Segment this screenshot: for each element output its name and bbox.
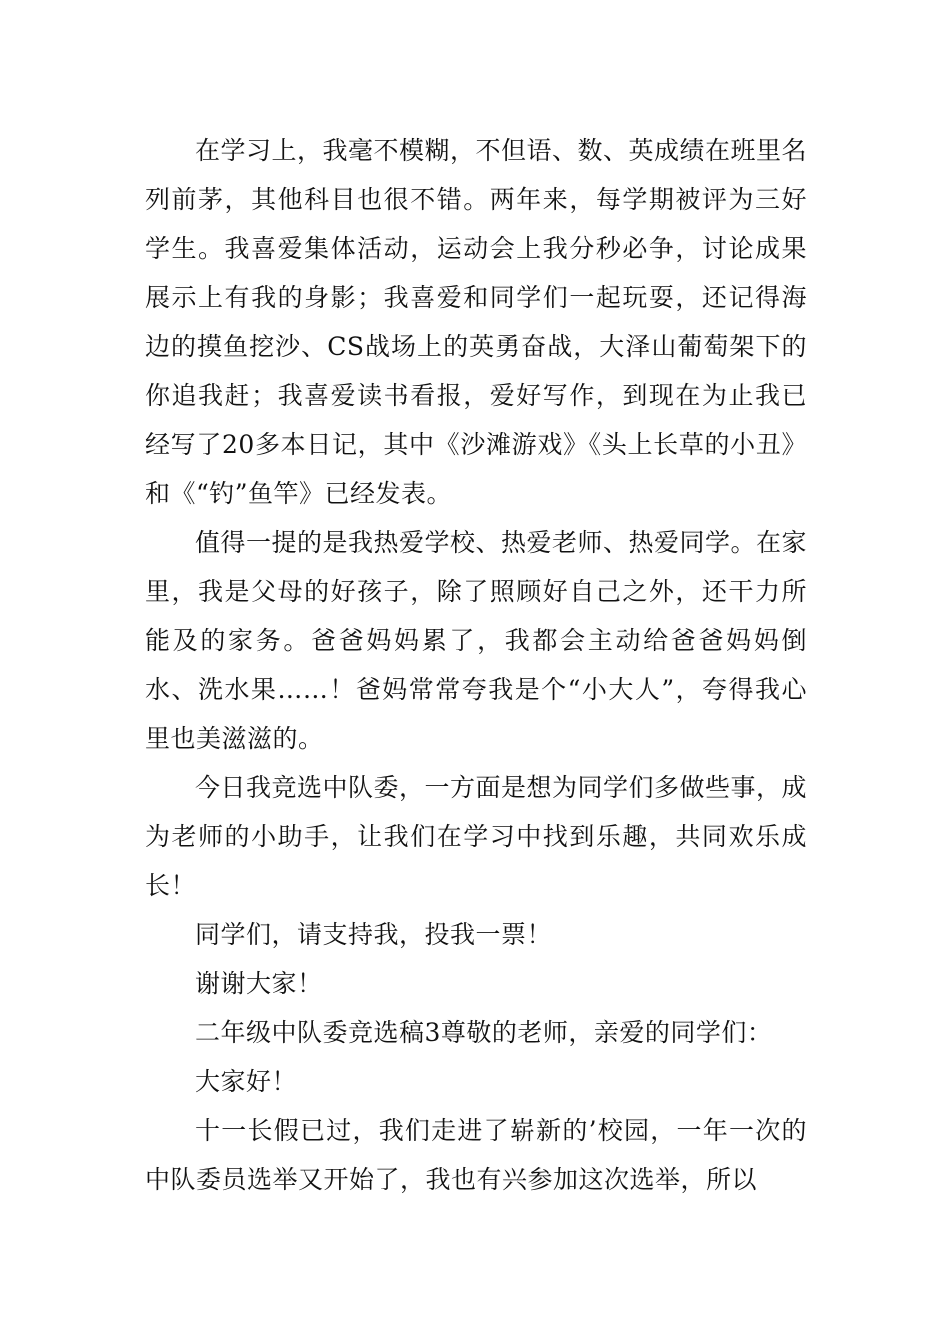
paragraph-family: 值得一提的是我热爱学校、热爱老师、热爱同学。在家里，我是父母的好孩子，除了照顾好自己之外，还干力所能及的家务。爸爸妈妈累了，我都会主动给爸爸妈妈倒水、洗水果……！爸妈常常夸我是个“小大人”，夸得我心里也美滋滋的。: [145, 528, 808, 753]
paragraph-thanks: 谢谢大家！: [195, 969, 323, 998]
paragraph-greeting: 大家好！: [195, 1067, 298, 1096]
paragraph-vote-request: 同学们，请支持我，投我一票！: [195, 920, 553, 949]
paragraph-holiday: 十一长假已过，我们走进了崭新的’校园，一年一次的中队委员选举又开始了，我也有兴参加这次选举，所以: [145, 1116, 807, 1194]
paragraph-campaign: 今日我竞选中队委，一方面是想为同学们多做些事，成为老师的小助手，让我们在学习中找到乐趣，共同欢乐成长！: [145, 773, 808, 900]
document-body: [145, 126, 807, 1204]
paragraph-study: 在学习上，我毫不模糊，不但语、数、英成绩在班里名列前茅，其他科目也很不错。两年来，每学期被评为三好学生。我喜爱集体活动，运动会上我分秒必争，讨论成果展示上有我的身影；我喜爱和同学们一起玩耍，还记得海边的摸鱼挖沙、CS战场上的英勇奋战，大泽山葡萄架下的你追我赶；我喜爱读书看报，爱好写作，到现在为止我已经写了20多本日记，其中《沙滩游戏》《头上长草的小丑》和《“钓”鱼竿》已经发表。: [145, 136, 808, 508]
paragraph-speech-3-heading: 二年级中队委竞选稿3尊敬的老师，亲爱的同学们：: [195, 1018, 773, 1047]
